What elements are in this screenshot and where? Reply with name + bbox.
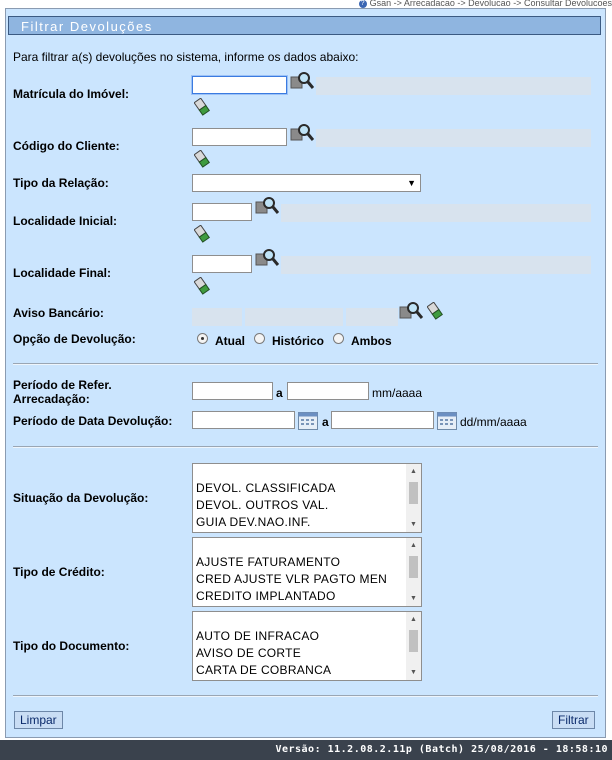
scrollbar[interactable] [406, 538, 421, 606]
aviso-bancario-field-2 [245, 308, 343, 326]
divider [13, 363, 598, 365]
intro-text: Para filtrar a(s) devoluções no sistema, informe os dados abaixo: [13, 50, 359, 64]
situacao-listbox[interactable] [192, 463, 422, 533]
panel-title: Filtrar Devoluções [8, 16, 601, 35]
search-icon[interactable] [290, 71, 314, 91]
scroll-up-icon[interactable]: ▲ [410, 616, 417, 623]
localidade-final-input[interactable] [192, 255, 252, 273]
list-item[interactable]: DEVOL. OUTROS VAL. [196, 498, 329, 512]
tipo-credito-label: Tipo de Crédito: [13, 565, 105, 579]
periodo-ref-start-input[interactable] [192, 382, 273, 400]
scroll-thumb[interactable] [409, 482, 418, 504]
search-icon[interactable] [290, 123, 314, 143]
list-item[interactable]: GUIA DEV.NAO.INF. [196, 515, 311, 529]
periodo-data-label: Período de Data Devolução: [13, 414, 173, 428]
eraser-icon[interactable] [194, 277, 210, 295]
radio-historico[interactable] [254, 333, 265, 344]
filter-panel [5, 8, 606, 738]
codigo-cliente-input[interactable] [192, 128, 287, 146]
eraser-icon[interactable] [194, 225, 210, 243]
chevron-down-icon: ▼ [407, 178, 416, 188]
scroll-thumb[interactable] [409, 556, 418, 578]
divider [13, 695, 598, 697]
limpar-button[interactable]: Limpar [14, 711, 63, 729]
radio-atual-label: Atual [215, 334, 245, 348]
list-item[interactable]: AJUSTE FATURAMENTO [196, 555, 341, 569]
localidade-final-description [281, 256, 591, 274]
codigo-cliente-label: Código do Cliente: [13, 139, 120, 153]
aviso-bancario-field-1 [192, 308, 242, 326]
radio-ambos-label: Ambos [351, 334, 392, 348]
radio-ambos[interactable] [333, 333, 344, 344]
periodo-ref-label-2: Arrecadação: [13, 392, 90, 406]
periodo-data-separator: a [322, 415, 329, 429]
scroll-up-icon[interactable]: ▲ [410, 542, 417, 549]
search-icon[interactable] [255, 196, 279, 216]
list-item[interactable]: DEVOL. CLASSIFICADA [196, 481, 336, 495]
list-item[interactable]: AVISO DE CORTE [196, 646, 302, 660]
periodo-data-end-input[interactable] [331, 411, 434, 429]
localidade-inicial-description [281, 204, 591, 222]
list-item[interactable]: CREDITO IMPLANTADO [196, 589, 336, 603]
list-item[interactable]: CARTA DE COBRANCA [196, 663, 332, 677]
tipo-documento-listbox[interactable] [192, 611, 422, 681]
tipo-documento-label: Tipo do Documento: [13, 639, 130, 653]
aviso-bancario-label: Aviso Bancário: [13, 306, 104, 320]
localidade-inicial-label: Localidade Inicial: [13, 214, 118, 228]
list-item[interactable]: AUTO DE INFRACAO [196, 629, 320, 643]
breadcrumb-text: Gsan -> Arrecadacao -> Devolucao -> Consultar Devolucoes [369, 0, 612, 8]
tipo-relacao-label: Tipo da Relação: [13, 176, 109, 190]
scroll-down-icon[interactable]: ▼ [410, 595, 417, 602]
periodo-ref-separator: a [276, 386, 283, 400]
divider [13, 446, 598, 448]
matricula-input[interactable] [192, 76, 287, 94]
localidade-inicial-input[interactable] [192, 203, 252, 221]
periodo-ref-label: Período de Refer. [13, 378, 112, 392]
eraser-icon[interactable] [194, 98, 210, 116]
localidade-final-label: Localidade Final: [13, 266, 112, 280]
scrollbar[interactable] [406, 612, 421, 680]
radio-atual[interactable] [197, 333, 208, 344]
situacao-label: Situação da Devolução: [13, 491, 149, 505]
matricula-label: Matrícula do Imóvel: [13, 87, 130, 101]
version-footer: Versão: 11.2.08.2.11p (Batch) 25/08/2016 - 18:58:10 [0, 740, 612, 760]
cliente-description [316, 129, 591, 147]
scroll-down-icon[interactable]: ▼ [410, 521, 417, 528]
scroll-thumb[interactable] [409, 630, 418, 652]
scroll-up-icon[interactable]: ▲ [410, 468, 417, 475]
tipo-relacao-select[interactable] [192, 174, 421, 192]
calendar-icon[interactable] [437, 412, 457, 430]
search-icon[interactable] [255, 248, 279, 268]
periodo-ref-end-input[interactable] [287, 382, 369, 400]
filtrar-button[interactable]: Filtrar [552, 711, 595, 729]
search-icon[interactable] [399, 301, 423, 321]
scroll-down-icon[interactable]: ▼ [410, 669, 417, 676]
periodo-data-start-input[interactable] [192, 411, 295, 429]
list-item[interactable]: CRED AJUSTE VLR PAGTO MEN [196, 572, 388, 586]
eraser-icon[interactable] [194, 150, 210, 168]
tipo-credito-listbox[interactable] [192, 537, 422, 607]
eraser-icon[interactable] [427, 302, 443, 320]
opcao-devolucao-label: Opção de Devolução: [13, 332, 136, 346]
periodo-ref-format: mm/aaaa [372, 386, 423, 400]
scrollbar[interactable] [406, 464, 421, 532]
radio-historico-label: Histórico [272, 334, 325, 348]
matricula-description [316, 77, 591, 95]
help-icon[interactable]: ? [359, 0, 367, 8]
calendar-icon[interactable] [298, 412, 318, 430]
aviso-bancario-field-3 [346, 308, 398, 326]
periodo-data-format: dd/mm/aaaa [460, 415, 527, 429]
